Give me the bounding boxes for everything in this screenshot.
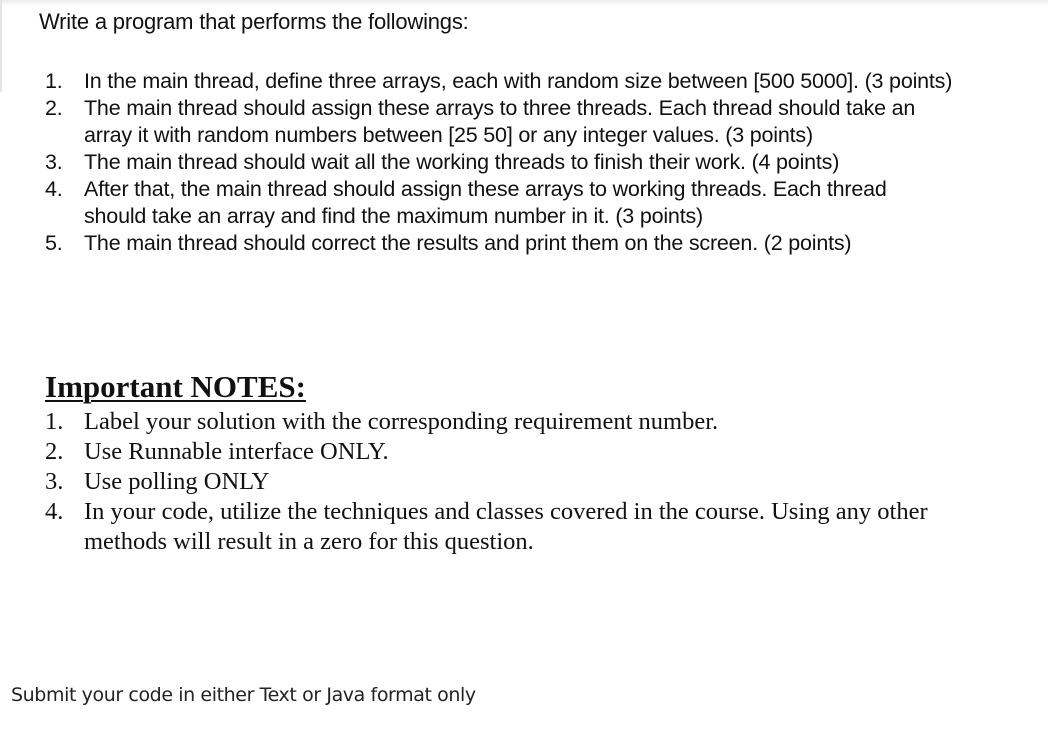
requirement-number: 1. — [45, 69, 63, 93]
note-text: Label your solution with the corresponding requirement number. — [84, 408, 719, 435]
requirement-text: In the main thread, define three arrays, each with random size between [500 5000]. (3 points) — [84, 69, 953, 93]
top-shadow-divider — [0, 0, 1048, 6]
requirement-text: The main thread should correct the results and print them on the screen. (2 points) — [84, 231, 852, 255]
requirement-item — [0, 149, 954, 176]
note-number: 3. — [45, 468, 64, 495]
note-number: 1. — [45, 408, 64, 435]
requirement-number: 3. — [45, 150, 63, 174]
requirement-item — [0, 68, 954, 95]
note-number: 2. — [45, 438, 64, 465]
question-title: Write a program that performs the followings: — [39, 9, 469, 34]
requirement-number: 2. — [45, 96, 63, 120]
requirement-item — [0, 230, 954, 257]
requirements-list — [0, 68, 1000, 257]
notes-list — [0, 407, 1000, 557]
requirement-text: The main thread should assign these arrays to three threads. Each thread should take an array it with random numbers between [25 50] or any integer values. (3 points) — [84, 96, 916, 147]
requirement-text: After that, the main thread should assign these arrays to working threads. Each thread should take an array and find the maximum number in it. (3 points) — [84, 177, 887, 228]
note-item — [0, 497, 944, 557]
note-text: Use Runnable interface ONLY. — [84, 438, 389, 465]
submit-instructions: Submit your code in either Text or Java format only — [11, 684, 476, 706]
requirement-item — [0, 95, 954, 149]
requirement-text: The main thread should wait all the working threads to finish their work. (4 points) — [84, 150, 840, 174]
requirement-number: 5. — [45, 231, 63, 255]
note-item — [0, 467, 944, 497]
note-item — [0, 437, 944, 467]
requirement-number: 4. — [45, 177, 63, 201]
important-notes-heading: Important NOTES: — [45, 369, 306, 404]
note-text: Use polling ONLY — [84, 468, 270, 495]
requirement-item — [0, 176, 954, 230]
note-text: In your code, utilize the techniques and classes covered in the course. Using any other methods will result in a zero for this question. — [84, 498, 928, 555]
note-number: 4. — [45, 498, 64, 525]
note-item — [0, 407, 944, 437]
